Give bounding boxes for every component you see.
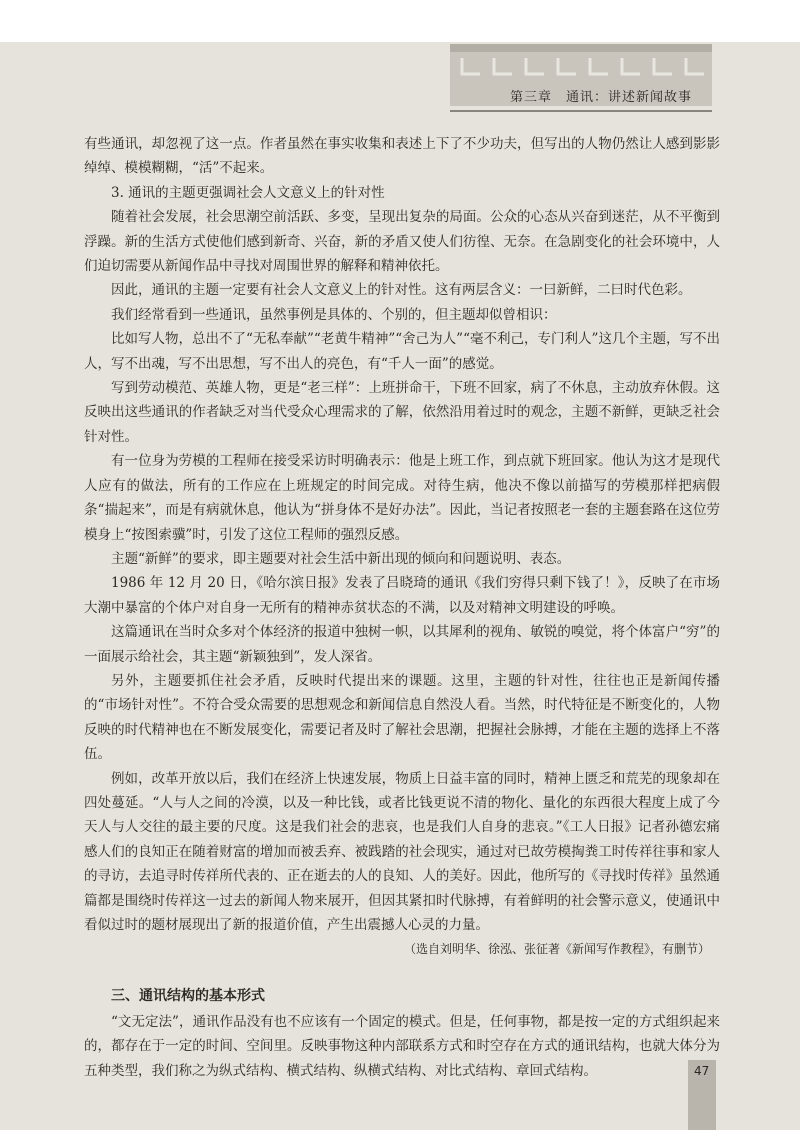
paragraph: “文无定法”，通讯作品没有也不应该有一个固定的模式。但是，任何事物，都是按一定的方式组织起来的，都存在于一定的时间、空间里。反映事物这种内部联系方式和时空存在方式的通讯结构，也就大体分为五种类型，我们称之为纵式结构、横式结构、纵横式结构、对比式结构、章回式结构。: [84, 1013, 720, 1079]
paragraph: 有一位身为劳模的工程师在接受采访时明确表示：他是上班工作，到点就下班回家。他认为这才是现代人应有的做法，所有的工作应在上班规定的时间完成。对待生病，他决不像以前描写的劳模那样把病假条“揣起来”，而是有病就休息，他认为“拼身体不是好办法”。因此，当记者按照老一套的主题套路在这位劳模身上“按图索骥”时，引发了这位工程师的强烈反感。: [84, 453, 720, 543]
paragraph: 比如写人物，总出不了“无私奉献”“老黄牛精神”“舍己为人”“毫不利己，专门利人”这几个主题，写不出人，写不出魂，写不出思想，写不出人的亮色，有“千人一面”的感觉。: [84, 331, 720, 372]
paragraph: 例如，改革开放以后，我们在经济上快速发展，物质上日益丰富的同时，精神上匮乏和荒芜的现象却在四处蔓延。“人与人之间的冷漠，以及一种比钱，或者比钱更说不清的物化、量化的东西很大程度上成了今天人与人交往的最主要的尺度。这是我们社会的悲哀，也是我们人自身的悲哀。”《工人日报》记者孙德宏痛感人们的良知正在随着财富的增加而被丢弃、被践踏的社会现实，通过对已故劳模掏粪工时传祥往事和家人的寻访，去追寻时传祥所代表的、正在逝去的人的良知、人的美好。因此，他所写的《寻找时传祥》虽然通篇都是围绕时传祥这一过去的新闻人物来展开，但因其紧扣时代脉搏，有着鲜明的社会警示意义，使通讯中看似过时的题材展现出了新的报道价值，产生出震撼人心灵的力量。: [84, 770, 720, 933]
chapter-title: 第三章 通讯：讲述新闻故事: [509, 90, 692, 105]
paragraph: 1986 年 12 月 20 日，《哈尔滨日报》发表了吕晓琦的通讯《我们穷得只剩下钱了！》，反映了在市场大潮中暴富的个体户对自身一无所有的精神赤贫状态的不满，以及对精神文明建设的呼唤。: [84, 575, 720, 616]
header-divider: [450, 110, 712, 112]
paragraph: 写到劳动模范、英雄人物，更是“老三样”：上班拼命干，下班不回家，病了不休息，主动放弃休假。这反映出这些通讯的作者缺乏对当代受众心理需求的了解，依然沿用着过时的观念，主题不新鲜，更缺乏社会针对性。: [84, 380, 720, 445]
subsection-heading: 3. 通讯的主题更强调社会人文意义上的针对性: [111, 184, 385, 201]
source-citation: （选自刘明华、徐泓、张征著《新闻写作教程》，有删节）: [403, 942, 710, 957]
section-heading: 三、通讯结构的基本形式: [111, 987, 265, 1004]
paragraph: 另外，主题要抓住社会矛盾，反映时代提出来的课题。这里，主题的针对性，往往也正是新闻传播的“市场针对性”。不符合受众需要的思想观念和新闻信息自然没人看。当然，时代特征是不断变化的，人物反映的时代精神也在不断发展变化，需要记者及时了解社会思潮，把握社会脉搏，才能在主题的选择上不落伍。: [84, 672, 720, 763]
body-text: [84, 132, 720, 1083]
book-page: [0, 42, 800, 1130]
page-number: 47: [694, 1064, 710, 1078]
paragraph: 这篇通讯在当时众多对个体经济的报道中独树一帜，以其犀利的视角、敏锐的嗅觉，将个体富户“穷”的一面展示给社会，其主题“新颖独到”，发人深省。: [84, 624, 720, 665]
running-header: [0, 42, 800, 116]
paragraph: 因此，通讯的主题一定要有社会人文意义上的针对性。这有两层含义：一曰新鲜，二曰时代色彩。: [111, 282, 692, 299]
paragraph: 我们经常看到一些通讯，虽然事例是具体的、个别的，但主题却似曾相识：: [111, 306, 557, 323]
paragraph: 有些通讯，却忽视了这一点。作者虽然在事实收集和表述上下了不少功夫，但写出的人物仍然让人感到影影绰绰、模模糊糊，“活”不起来。: [84, 136, 720, 177]
paragraph: 随着社会发展，社会思潮空前活跃、多变，呈现出复杂的局面。公众的心态从兴奋到迷茫，从不平衡到浮躁。新的生活方式使他们感到新奇、兴奋，新的矛盾又使人们彷徨、无奈。在急剧变化的社会环境中，人们迫切需要从新闻作品中寻找对周围世界的解释和精神依托。: [84, 209, 720, 275]
paragraph: 主题“新鲜”的要求，即主题要对社会生活中新出现的倾向和问题说明、表态。: [111, 550, 571, 567]
